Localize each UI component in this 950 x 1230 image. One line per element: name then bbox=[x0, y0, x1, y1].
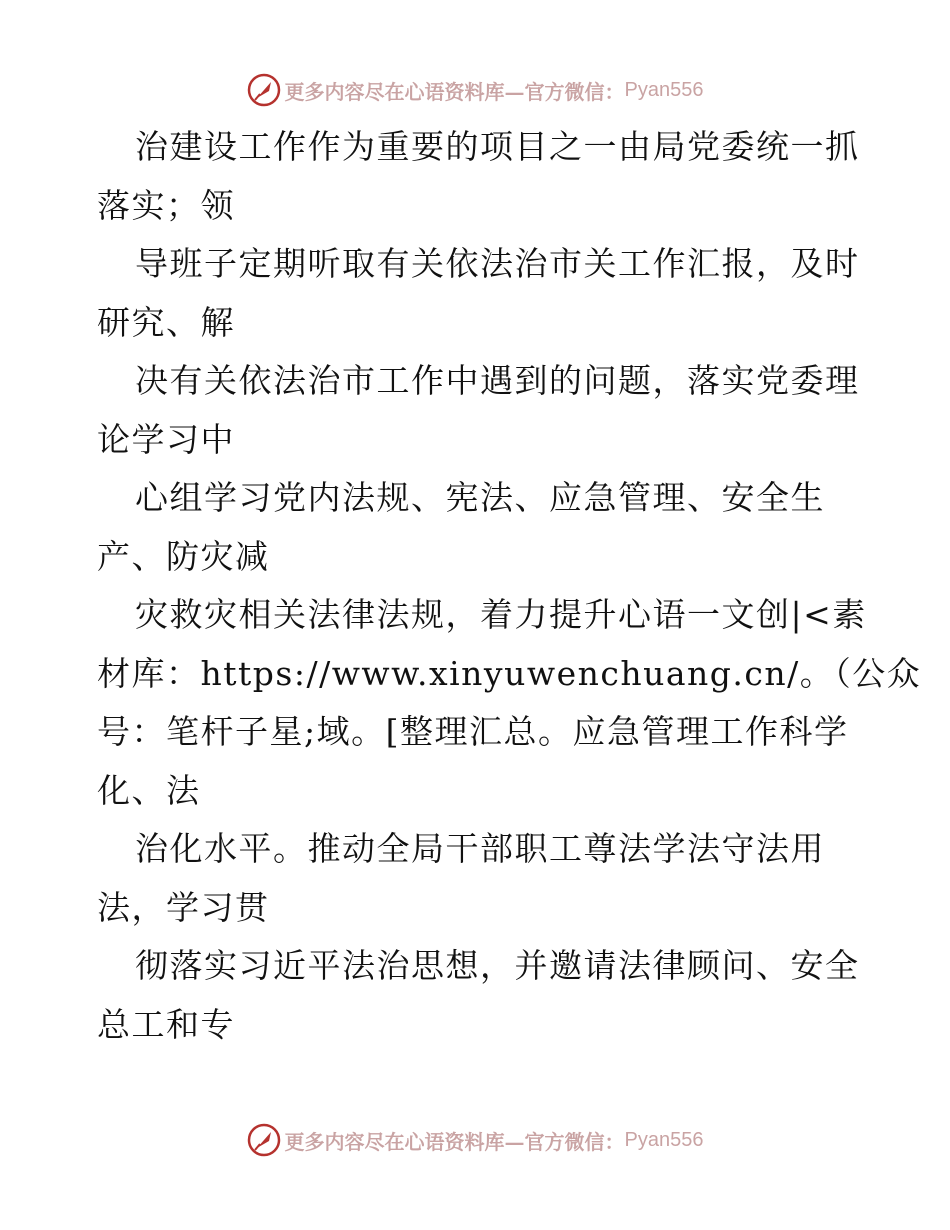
text-line: 治化水平。推动全局干部职工尊法学法守法用 bbox=[135, 829, 825, 868]
text-line: 材库：https://www.xinyuwenchuang.cn/。（公众 bbox=[97, 653, 922, 693]
watermark-text: 更多内容尽在心语资料库—官方微信： bbox=[284, 1129, 625, 1154]
text-line: 落实；领 bbox=[97, 185, 235, 225]
watermark-handle: Pyan556 bbox=[624, 78, 704, 101]
text-line: 法，学习贯 bbox=[97, 887, 270, 927]
text-line: 导班子定期听取有关依法治市关工作汇报，及时 bbox=[135, 244, 860, 283]
quill-logo-icon bbox=[247, 73, 281, 107]
watermark-text: 更多内容尽在心语资料库—官方微信： bbox=[284, 79, 625, 104]
text-line: 决有关依法治市工作中遇到的问题，落实党委理 bbox=[135, 361, 860, 400]
text-line: 产、防灾减 bbox=[97, 536, 270, 576]
quill-logo-icon bbox=[247, 1123, 281, 1157]
text-line: 心组学习党内法规、宪法、应急管理、安全生 bbox=[135, 478, 825, 517]
text-line: 治建设工作作为重要的项目之一由局党委统一抓 bbox=[135, 127, 860, 166]
text-line: 彻落实习近平法治思想，并邀请法律顾问、安全 bbox=[135, 946, 860, 985]
text-line: 研究、解 bbox=[97, 302, 235, 342]
text-line: 化、法 bbox=[97, 770, 201, 810]
watermark-handle: Pyan556 bbox=[624, 1128, 704, 1151]
text-line: 号：笔杆子星;域。[整理汇总。应急管理工作科学 bbox=[97, 712, 849, 751]
document-body bbox=[97, 127, 922, 1063]
footer-watermark bbox=[0, 1120, 950, 1160]
text-line: 灾救灾相关法律法规，着力提升心语一文创|<素 bbox=[135, 595, 867, 634]
header-watermark bbox=[0, 70, 950, 110]
text-line: 总工和专 bbox=[97, 1004, 235, 1044]
text-line: 论学习中 bbox=[97, 419, 235, 459]
